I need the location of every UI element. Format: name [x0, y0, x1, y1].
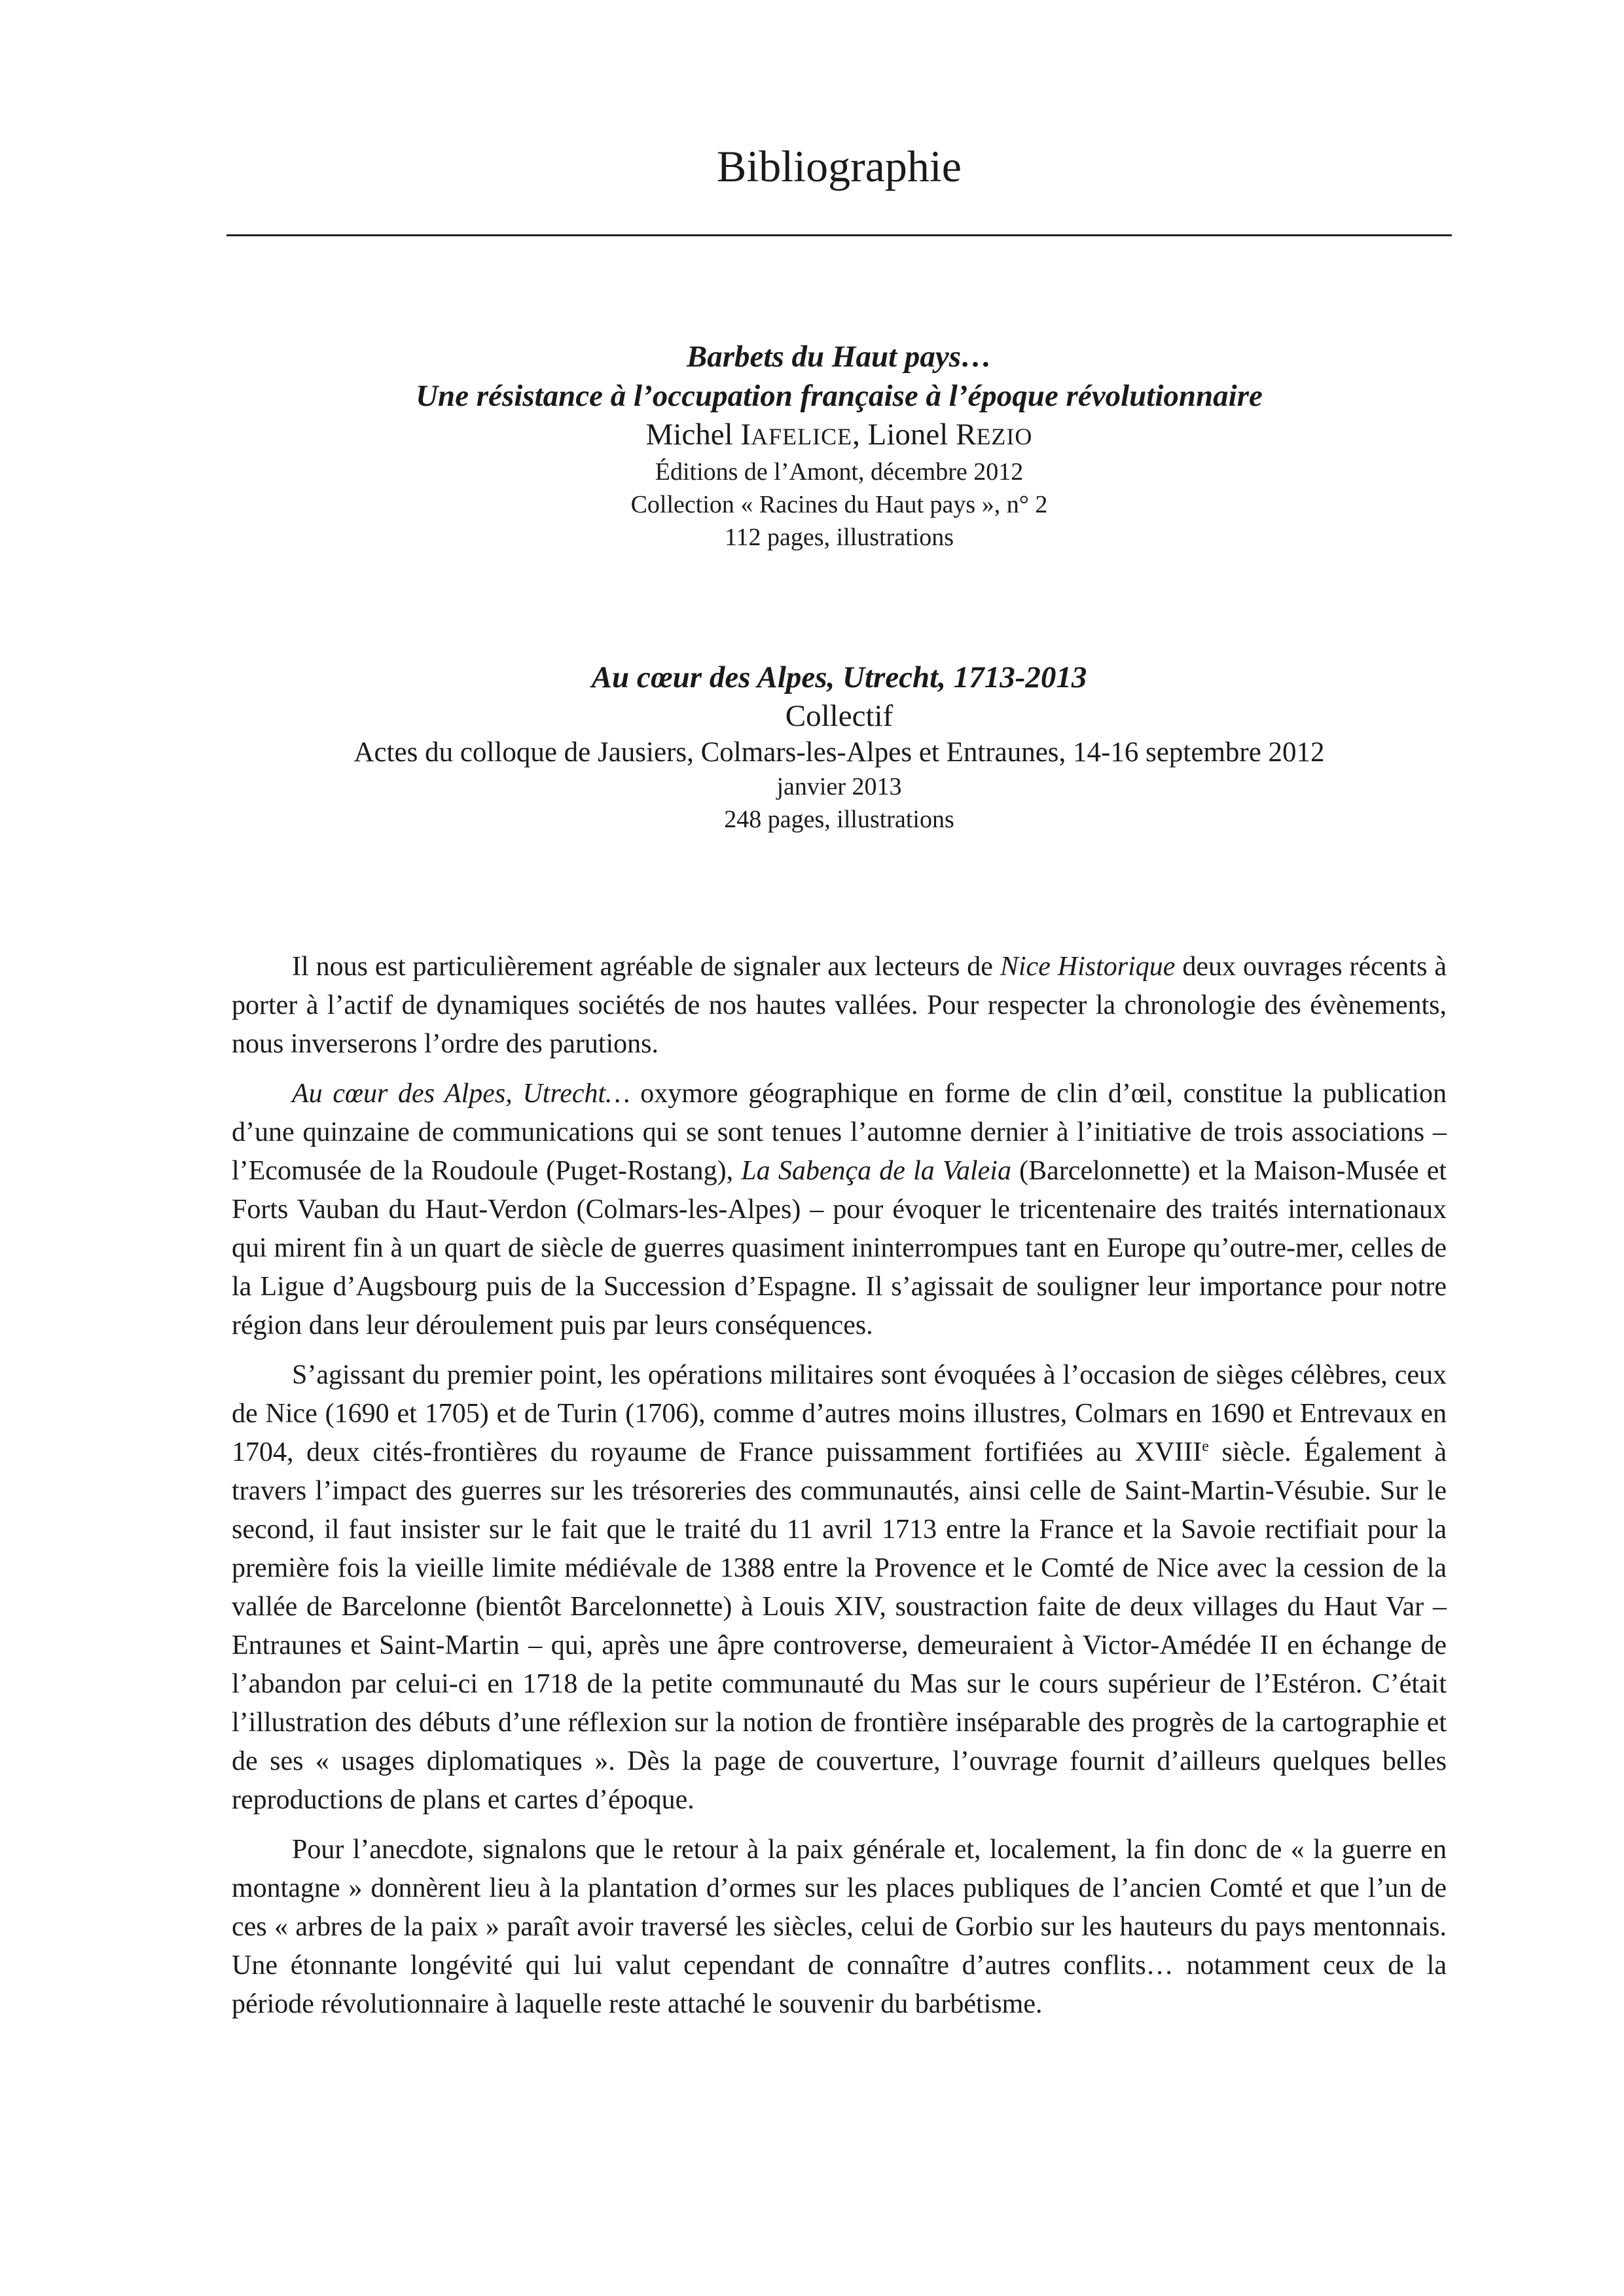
- book-title-line-1: Barbets du Haut pays…: [686, 340, 992, 374]
- paragraph-1: [232, 948, 1447, 1064]
- book-title-reference: Au cœur des Alpes, Utrecht…: [292, 1079, 630, 1109]
- journal-name: Nice Historique: [1000, 952, 1176, 982]
- paragraph-1-text-b: deux ouvrages récents à porter à l’actif de dynamiques sociétés de nos hautes vallées. Pour respecter la chronologie des évènements, nous inverserons l’ordre des parutions.: [232, 952, 1447, 1059]
- author-1-first-name: Michel: [645, 418, 733, 452]
- book-title: Au cœur des Alpes, Utrecht, 1713-2013: [591, 660, 1087, 694]
- book-authors: [226, 416, 1452, 456]
- century-superscript: e: [1202, 1438, 1209, 1455]
- book-pages: 248 pages, illustrations: [724, 806, 954, 833]
- paragraph-3-text-b: siècle. Également à travers l’impact des guerres sur les trésoreries des communautés, ainsi celle de Saint-Martin-Vésubie. Sur le second, il faut insister sur le fait que le traité du 11 avril 1713 entre la France et la Savoie rectifiait pour la première fois la vieille limite médiévale de 1388 entre la Provence et le Comté de Nice avec la cession de la vallée de Barcelonne (bientôt Barcelonnette) à Louis XIV, soustraction faite de deux villages du Haut Var – Entraunes et Saint-Martin – qui, après une âpre controverse, demeuraient à Victor-Amédée II en échange de l’abandon par celui-ci en 1718 de la petite communauté du Mas sur le cours supérieur de l’Estéron. C’était l’illustration des débuts d’une réflexion sur la notion de frontière inséparable des progrès de la cartographie et de ses « usages diplomatiques ». Dès la page de couverture, l’ouvrage fournit d’ailleurs quelques belles reproductions de plans et cartes d’époque.: [232, 1437, 1447, 1815]
- paragraph-3: [232, 1356, 1447, 1820]
- paragraph-3-text-a: S’agissant du premier point, les opérations militaires sont évoquées à l’occasion de sièges célèbres, ceux de Nice (1690 et 1705) et de Turin (1706), comme d’autres moins illustres, Colmars en 1690 et Entrevaux en 1704, deux cités-frontières du royaume de France puissamment fortifiées au XVIII: [232, 1360, 1447, 1467]
- book-author: Collectif: [785, 699, 893, 733]
- heading-rule: [226, 234, 1452, 236]
- author-2-rest: EZIO: [976, 423, 1033, 450]
- book-entry-barbets: [226, 337, 1452, 554]
- book-pages: 112 pages, illustrations: [724, 524, 954, 551]
- author-1-initial: I: [740, 418, 751, 452]
- paragraph-2-text-a: oxymore géographique en forme de clin d’œil, constitue la publication d’une quinzaine de communications qui se sont tenues l’automne dernier à l’initiative de trois associations – l’Ecomusée de la Roudoule (Puget-Rostang),: [232, 1079, 1447, 1186]
- association-name: La Sabença de la Valeia: [741, 1156, 1011, 1186]
- review-body: [232, 948, 1447, 2035]
- book-date: janvier 2013: [776, 773, 902, 800]
- paragraph-1-text-a: Il nous est particulièrement agréable de signaler aux lecteurs de: [292, 952, 1000, 982]
- book-proceedings: Actes du colloque de Jausiers, Colmars-les-Alpes et Entraunes, 14-16 septembre 2012: [353, 737, 1325, 768]
- book-entry-utrecht: [226, 658, 1452, 836]
- book-title-line-2: Une résistance à l’occupation française à l’époque révolutionnaire: [416, 379, 1263, 413]
- book-collection: Collection « Racines du Haut pays », n° 2: [630, 491, 1048, 518]
- paragraph-4: Pour l’anecdote, signalons que le retour à la paix générale et, localement, la fin donc de « la guerre en montagne » donnèrent lieu à la plantation d’ormes sur les places publiques de l’ancien Comté et que l’un de ces « arbres de la paix » paraît avoir traversé les siècles, celui de Gorbio sur les hauteurs du pays mentonnais. Une étonnante longévité qui lui valut cependant de connaître d’autres conflits… notamment ceux de la période révolutionnaire à laquelle reste attaché le souvenir du barbétisme.: [232, 1835, 1447, 2019]
- paragraph-2: [232, 1075, 1447, 1345]
- section-heading: Bibliographie: [717, 141, 962, 191]
- author-separator: , Lionel: [852, 418, 948, 452]
- paragraph-2-text-b: (Barcelonnette) et la Maison-Musée et Forts Vauban du Haut-Verdon (Colmars-les-Alpes) – pour évoquer le tricentenaire des traités internationaux qui mirent fin à un quart de siècle de guerres quasiment ininterrompues tant en Europe qu’outre-mer, celles de la Ligue d’Augsbourg puis de la Succession d’Espagne. Il s’agissait de souligner leur importance pour notre région dans leur déroulement puis par leurs conséquences.: [232, 1156, 1447, 1340]
- author-2-initial: R: [956, 418, 977, 452]
- book-publisher: Éditions de l’Amont, décembre 2012: [655, 458, 1024, 486]
- author-1-rest: AFELICE: [751, 423, 853, 450]
